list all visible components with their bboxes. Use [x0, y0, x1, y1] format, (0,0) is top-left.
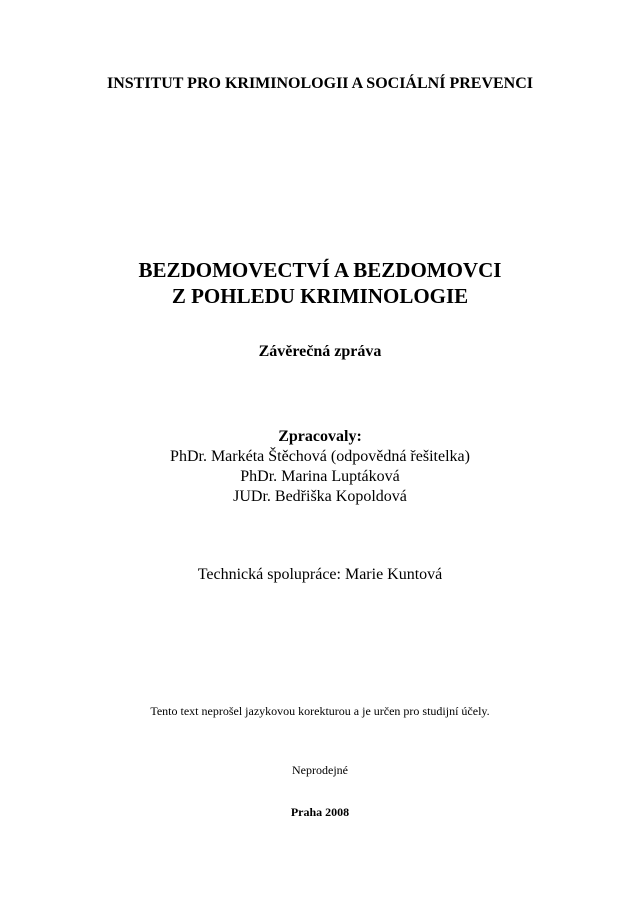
technical-cooperation: Technická spolupráce: Marie Kuntová	[197, 566, 443, 583]
report-subtitle: Závěrečná zpráva	[258, 343, 382, 360]
author-line: PhDr. Markéta Štěchová (odpovědná řešitelka)	[170, 448, 470, 465]
report-title-line-2: Z POHLEDU KRIMINOLOGIE	[171, 284, 469, 308]
author-line: PhDr. Marina Luptáková	[240, 468, 400, 485]
not-for-sale-note: Neprodejné	[292, 763, 348, 777]
place-and-year: Praha 2008	[290, 805, 350, 819]
prepared-by-label: Zpracovaly:	[278, 428, 362, 445]
disclaimer-note: Tento text neprošel jazykovou korekturou a je určen pro studijní účely.	[150, 704, 490, 718]
author-line: JUDr. Bedřiška Kopoldová	[233, 488, 407, 505]
institute-name: INSTITUT PRO KRIMINOLOGII A SOCIÁLNÍ PREVENCI	[106, 75, 533, 92]
report-title-line-1: BEZDOMOVECTVÍ A BEZDOMOVCI	[138, 258, 502, 282]
